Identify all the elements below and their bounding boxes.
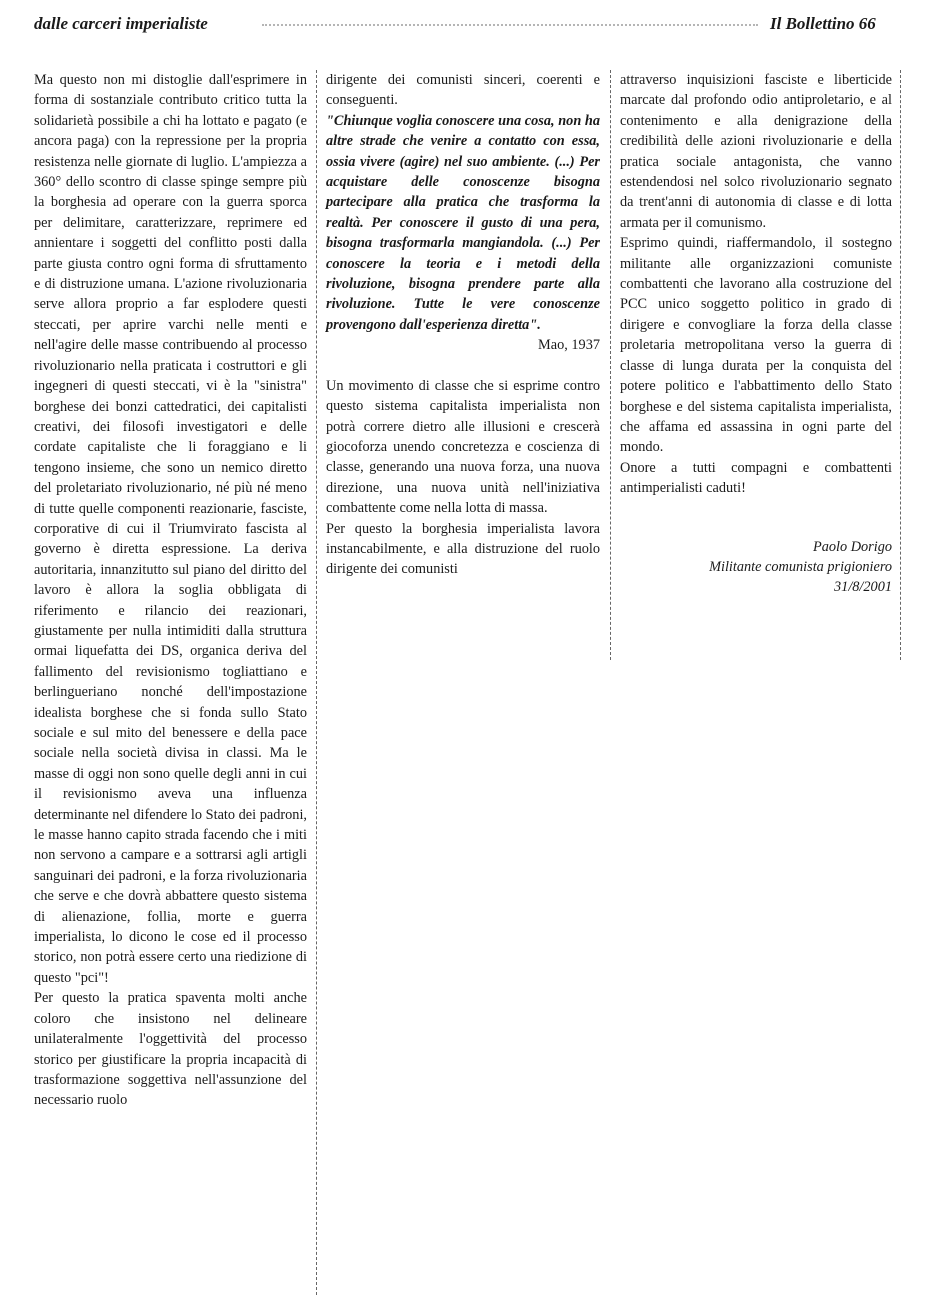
paragraph: Onore a tutti compagni e combattenti antimperialisti caduti! (620, 459, 892, 497)
paragraph: dirigente dei comunisti sinceri, coerenti e conseguenti. (326, 72, 600, 109)
paragraph: attraverso inquisizioni fasciste e liberticide marcate dal profondo odio antiproletario, e al contenimento e alla denigrazione della credibilità delle azioni rivoluzionarie e della pratica sociale antagonista, che vanno estendendosi nel solco rivoluzionario segnato da trent'anni di autonomia di classe e di lotta armata per il comunismo. (620, 72, 892, 231)
issue-title: Il Bollettino 66 (770, 14, 876, 33)
column-3 (620, 70, 892, 598)
spacer (620, 499, 892, 537)
mao-quote: "Chiunque voglia conoscere una cosa, non ha altre strade che venire a contatto con essa, ossia vivere (agire) nel suo ambiente. (...) Per acquistare delle conoscenze bisogna partecipare alla pratica che trasforma la realtà. Per conoscere il gusto di una pera, bisogna trasformarla mangiandola. (...) Per conoscere la teoria e i metodi della rivoluzione, bisogna prendere parte alla rivoluzione. Tutte le vere conoscenze provengono dall'esperienza diretta". (326, 112, 600, 333)
signature-date: 31/8/2001 (834, 579, 892, 596)
spacer (326, 356, 600, 376)
paragraph: Per questo la borghesia imperialista lavora instancabilmente, e alla distruzione del ruolo dirigente dei comunisti (326, 520, 600, 578)
paragraph: Per questo la pratica spaventa molti anche coloro che insistono nel delineare unilateralmente l'oggettività del processo storico per giustificare la propria incapacità di trasformazione soggettiva nell'assunzione del necessario ruolo (34, 990, 307, 1109)
signature-role: Militante comunista prigioniero (709, 558, 892, 575)
column-1 (34, 70, 307, 1111)
paragraph: Esprimo quindi, riaffermandolo, il sostegno militante alle organizzazioni comuniste combattenti che lavorano alla costruzione del PCC unico soggetto politico in grado di dirigere e convogliare la forza della classe proletaria metropolitana verso la guerra di classe di lunga durata per la conquista del potere politico e l'abbattimento dello Stato borghese e del sistema capitalista imperialista, che affama ed assassina in ogni parte del mondo. (620, 235, 892, 456)
column-divider-middle (610, 70, 611, 660)
column-2 (326, 70, 600, 580)
paragraph: Un movimento di classe che si esprime contro questo sistema capitalista imperialista non potrà correre dietro alle illusioni e crescerà giocoforza unendo concretezza e coscienza di classe, generando una nuova forza, una nuova direzione, una nuova unità nell'iniziativa combattente come nella lotta di massa. (326, 377, 600, 517)
column-divider-right (900, 70, 901, 660)
signature-name: Paolo Dorigo (812, 538, 892, 555)
paragraph: Ma questo non mi distoglie dall'esprimere in forma di sostanziale contributo critico tutta la solidarietà possibile a chi ha lottato e pagato (e ancora paga) con la repressione per la propria resistenza nelle giornate di luglio. L'ampiezza a 360° dello scontro di classe spinge sempre più la borghesia ad operare con la guerra sporca per delimitare, caratterizzare, reprimere ed annientare i soggetti del conflitto posti dalla parte giusta contro ogni forma di sfruttamento e di distruzione umana. L'azione rivoluzionaria serve allora proprio a far esplodere questi steccati, per aprire varchi nelle menti e nell'agire delle masse contribuendo al processo rivoluzionario nella praticata i costruttori e gli ingegneri di questi steccati, vi è la "sinistra" borghese dei bonzi cattedratici, dei capitalisti creativi, dei filosofi investigatori e delle cordate capitaliste che li foraggiano e li tengono insieme, che sono un nemico diretto del proletariato rivoluzionario, né più né meno di tutte quelle componenti reazionarie, fasciste, corporative di cui il Triumvirato fascista al governo è diretta espressione. La deriva autoritaria, innanzitutto sul piano del diritto del lavoro è allora la soglia obbligata di riferimento e rilancio dei reazionari, giustamente per nulla intimiditi dalla struttura ormai liquefatta dei DS, organica deriva del fallimento del revisionismo togliattiano e berlingueriano nonché dell'impostazione idealista borghese che si fonda sullo Stato sociale e sul mito del benessere e della pace sociale nella società divisa in classi. Ma le masse di oggi non sono quelle degli anni in cui il revisionismo aveva una influenza determinante nel difendere lo Stato dei padroni, le masse hanno capito strada facendo che i miti non servono a campare e a sottrarsi agli artigli sanguinari dei padroni, e la forza rivoluzionaria che serve e che dovrà abbattere questo sistema di alienazione, follia, morte e guerra imperialista, lo dicono le cose ed il processo storico, non potrà essere certo una riedizione di questo "pci"! (34, 72, 307, 986)
column-divider-left (316, 70, 317, 1295)
header-divider (262, 24, 758, 26)
quote-citation: Mao, 1937 (538, 337, 600, 354)
section-title: dalle carceri imperialiste (34, 14, 208, 33)
